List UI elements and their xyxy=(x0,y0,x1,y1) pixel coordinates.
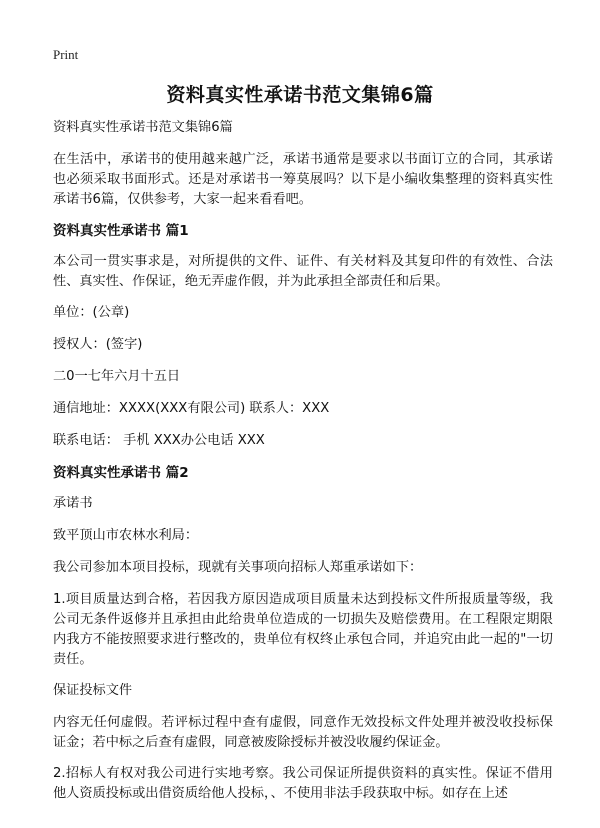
address-line: 通信地址：XXXX(XXX有限公司) 联系人：XXX xyxy=(53,401,330,416)
unit-line: 单位：(公章) xyxy=(53,305,130,320)
page-title: 资料真实性承诺书范文集锦6篇 xyxy=(166,84,434,106)
section-heading-2: 资料真实性承诺书 篇2 xyxy=(53,465,189,481)
print-link[interactable]: Print xyxy=(53,47,79,62)
item-1-paragraph: 1.项目质量达到合格，若因我方原因造成项目质量未达到投标文件所报质量等级，我公司无条件返修并且承担由此给贵单位造成的一切损失及赔偿费用。在工程限定期限内我方不能按照要求进行整改的，贵单位有权终止承包合同，并追究由此一起的"一切责任。 xyxy=(53,592,553,667)
recipient-line: 致平顶山市农林水利局： xyxy=(53,528,199,543)
authorized-line: 授权人：(签字) xyxy=(53,337,143,352)
intro-paragraph: 在生活中，承诺书的使用越来越广泛，承诺书通常是要求以书面订立的合同，其承诺也必须采取书面形式。还是对承诺书一筹莫展吗？以下是小编收集整理的资料真实性承诺书6篇，仅供参考，大家一起来看看吧。 xyxy=(53,152,553,207)
statement-line: 我公司参加本项目投标，现就有关事项向招标人郑重承诺如下： xyxy=(53,560,423,575)
section-heading-1: 资料真实性承诺书 篇1 xyxy=(53,223,189,239)
item-2-paragraph: 2.招标人有权对我公司进行实地考察。我公司保证所提供资料的真实性。保证不借用他人资质投标或出借资质给他人投标，、不使用非法手段获取中标。如存在上述 xyxy=(53,766,553,801)
subtitle: 资料真实性承诺书范文集锦6篇 xyxy=(53,120,233,135)
bid-docs-line: 保证投标文件 xyxy=(53,683,133,698)
date-line: 二0一七年六月十五日 xyxy=(53,369,181,384)
document-body xyxy=(53,118,553,804)
content-paragraph: 内容无任何虚假。若评标过程中查有虚假，同意作无效投标文件处理并被没收投标保证金；若中标之后查有虚假，同意被废除授标并被没收履约保证金。 xyxy=(53,715,553,750)
section1-paragraph: 本公司一贯实事求是，对所提供的文件、证件、有关材料及其复印件的有效性、合法性、真实性、作保证，绝无弄虚作假，并为此承担全部责任和后果。 xyxy=(53,254,553,289)
commitment-label: 承诺书 xyxy=(53,496,93,511)
phone-line: 联系电话： 手机 XXX办公电话 XXX xyxy=(53,433,265,448)
